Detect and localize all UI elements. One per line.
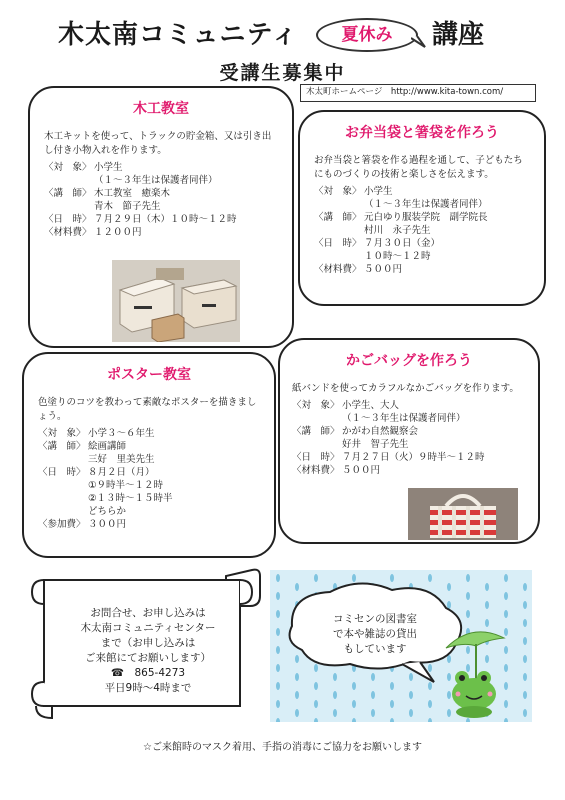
footer-notice: ☆ご来館時のマスク着用、手指の消毒にご協力をお願いします (143, 742, 422, 753)
raindrop (409, 709, 413, 717)
library-notice (300, 612, 450, 657)
info-row (292, 451, 526, 464)
info-value (88, 427, 155, 440)
raindrop (523, 655, 527, 663)
info-row (314, 263, 530, 276)
info-row (314, 211, 530, 237)
raindrop (485, 583, 489, 591)
raindrop (447, 583, 451, 591)
raindrop (276, 610, 280, 618)
raindrop (504, 682, 508, 690)
info-value-line: ５００円 (342, 465, 381, 476)
raindrop (409, 691, 413, 699)
raindrop (390, 682, 394, 690)
raindrop (314, 700, 318, 708)
info-row (292, 464, 526, 477)
course-card-lunch-bag (298, 110, 546, 306)
raindrop (485, 619, 489, 627)
info-value (342, 451, 485, 464)
raindrop (371, 673, 375, 681)
contact-phone: ☎ 865-4273 (110, 667, 186, 679)
raindrop (428, 682, 432, 690)
raindrop (333, 709, 337, 717)
course-title: お弁当袋と箸袋を作ろう (345, 125, 499, 141)
course-info (44, 161, 278, 239)
info-value-line: １２００円 (94, 227, 142, 238)
course-info (314, 185, 530, 276)
info-row (314, 185, 530, 211)
contact-line: 木太南コミュニティセンター (80, 622, 216, 634)
info-value (94, 226, 142, 239)
raindrop (295, 655, 299, 663)
info-row (38, 440, 260, 466)
info-label: 〈材料費〉 (44, 227, 92, 238)
info-value (88, 440, 155, 466)
info-value-line: かがわ自然観察会 (342, 426, 419, 437)
raindrop (447, 709, 451, 717)
raindrop (314, 682, 318, 690)
info-row (292, 425, 526, 451)
raindrop (466, 646, 470, 654)
info-row (314, 237, 530, 263)
raindrop (276, 628, 280, 636)
raindrop (447, 673, 451, 681)
library-line: コミセンの図書室 (333, 613, 417, 625)
info-value-line: 三好 里美先生 (88, 454, 155, 465)
info-label: 〈対 象〉 (292, 400, 340, 411)
info-value-line: 小学３～６年生 (88, 428, 155, 439)
raindrop (523, 691, 527, 699)
raindrop (504, 664, 508, 672)
course-title: ポスター教室 (107, 367, 191, 383)
info-value-line: 青木 節子先生 (94, 201, 161, 212)
contact-info (30, 606, 266, 696)
info-label: 〈日 時〉 (314, 238, 362, 249)
raindrop (276, 664, 280, 672)
info-value (342, 464, 380, 477)
info-value (88, 518, 126, 531)
info-value-line: ②１３時～１５時半 (88, 493, 173, 504)
course-description: お弁当袋と箸袋を作る過程を通して、子どもたちにものづくりの技術と楽しさを伝えます。 (314, 155, 523, 180)
info-value-line: 絵画講師 (88, 441, 127, 452)
info-row (44, 187, 278, 213)
raindrop (485, 655, 489, 663)
raindrop (485, 601, 489, 609)
raindrop (523, 709, 527, 717)
info-value-line: ７月２９日（木）１０時～１２時 (94, 214, 237, 225)
info-value-line: 小学生、大人 (342, 400, 400, 411)
info-value-line: ７月２７日（火）９時半～１２時 (342, 452, 485, 463)
raindrop (390, 574, 394, 582)
raindrop (295, 709, 299, 717)
info-value-line: 好井 智子先生 (342, 439, 409, 450)
season-badge: 夏休み (316, 18, 418, 52)
raindrop (371, 709, 375, 717)
info-label: 〈日 時〉 (44, 214, 92, 225)
info-label: 〈材料費〉 (292, 465, 340, 476)
info-value-line: ３００円 (88, 519, 127, 530)
info-value-line: 木工教室 癒楽木 (94, 188, 171, 199)
speech-tail-icon (411, 36, 427, 48)
woodwork-photo (112, 260, 240, 342)
course-description: 色塗りのコツを教わって素敵なポスターを描きましょう。 (38, 397, 257, 422)
raindrop (523, 583, 527, 591)
info-value-line: （１～３年生は保護者同伴） (342, 413, 466, 424)
course-title: 木工教室 (133, 101, 189, 117)
raindrop (333, 673, 337, 681)
raindrop (466, 610, 470, 618)
course-card-poster (22, 352, 276, 558)
info-value (342, 425, 418, 451)
info-row (44, 226, 278, 239)
raindrop (276, 574, 280, 582)
info-value (94, 187, 170, 213)
course-info (292, 399, 526, 477)
info-value-line: ①９時半～１２時 (88, 480, 164, 491)
raindrop (314, 664, 318, 672)
course-title: かごバッグを作ろう (346, 353, 472, 369)
info-value-line: ８月２日（月） (88, 467, 155, 478)
raindrop (504, 646, 508, 654)
page-title: 木太南コミュニティ (58, 20, 299, 50)
raindrop (276, 700, 280, 708)
library-line: で本や雑誌の貸出 (333, 628, 417, 640)
info-value-line: （１～３年生は保護者同伴） (94, 175, 218, 186)
info-value (94, 213, 237, 226)
info-label: 〈材料費〉 (314, 264, 362, 275)
contact-line: お問合せ、お申し込みは (90, 607, 206, 619)
info-value-line: （１～３年生は保護者同伴） (364, 199, 488, 210)
raindrop (314, 574, 318, 582)
info-row (38, 466, 260, 518)
info-label: 〈日 時〉 (38, 467, 86, 478)
info-label: 〈講 師〉 (292, 426, 340, 437)
info-value (364, 263, 402, 276)
info-row (44, 213, 278, 226)
basket-bag-photo (408, 488, 518, 540)
info-value (364, 185, 488, 211)
raindrop (504, 592, 508, 600)
info-value-line: 元白ゆり服装学院 副学院長 (364, 212, 488, 223)
info-value-line: 小学生 (94, 162, 123, 173)
raindrop (466, 592, 470, 600)
page-header (0, 6, 565, 50)
raindrop (333, 691, 337, 699)
course-description: 紙バンドを使ってカラフルなかごバッグを作ります。 (292, 383, 519, 394)
raindrop (466, 664, 470, 672)
raindrop (523, 673, 527, 681)
raindrop (276, 592, 280, 600)
page-title-end: 講座 (432, 20, 485, 50)
info-value (342, 399, 466, 425)
info-row (292, 399, 526, 425)
info-value (94, 161, 218, 187)
info-value-line: １０時～１２時 (364, 251, 431, 262)
info-value (364, 211, 488, 237)
info-label: 〈参加費〉 (38, 519, 86, 530)
course-info (38, 427, 260, 531)
raindrop (523, 637, 527, 645)
raindrop (523, 601, 527, 609)
info-value-line: ７月３０日（金） (364, 238, 441, 249)
info-row (38, 427, 260, 440)
raindrop (276, 682, 280, 690)
info-value (364, 237, 440, 263)
info-row (38, 518, 260, 531)
raindrop (295, 691, 299, 699)
raindrop (352, 700, 356, 708)
info-label: 〈対 象〉 (44, 162, 92, 173)
raindrop (523, 619, 527, 627)
raindrop (428, 664, 432, 672)
raindrop (504, 610, 508, 618)
info-value-line: ５００円 (364, 264, 403, 275)
raindrop (352, 682, 356, 690)
info-value-line: 小学生 (364, 186, 393, 197)
raindrop (504, 574, 508, 582)
raindrop (428, 574, 432, 582)
library-line: もしています (343, 643, 407, 655)
raindrop (409, 673, 413, 681)
raindrop (352, 574, 356, 582)
raindrop (276, 646, 280, 654)
info-label: 〈講 師〉 (314, 212, 362, 223)
raindrop (504, 700, 508, 708)
info-row (44, 161, 278, 187)
raindrop (295, 673, 299, 681)
course-card-basket-bag (278, 338, 540, 544)
info-value (88, 466, 173, 518)
course-card-woodwork (28, 86, 294, 348)
course-description: 木工キットを使って、トラックの貯金箱、又は引き出し付き小物入れを作ります。 (44, 131, 272, 156)
raindrop (428, 700, 432, 708)
raindrop (466, 574, 470, 582)
info-label: 〈講 師〉 (44, 188, 92, 199)
info-label: 〈対 象〉 (314, 186, 362, 197)
homepage-link[interactable]: 木太町ホームページ http://www.kita-town.com/ (300, 84, 536, 102)
info-label: 〈日 時〉 (292, 452, 340, 463)
raindrop (371, 691, 375, 699)
info-value-line: 村川 永子先生 (364, 225, 431, 236)
info-label: 〈対 象〉 (38, 428, 86, 439)
info-label: 〈講 師〉 (38, 441, 86, 452)
contact-line: ご来館にてお願いします） (85, 652, 211, 664)
raindrop (504, 628, 508, 636)
info-value-line: どちらか (88, 506, 127, 517)
contact-hours: 平日9時～4時まで (104, 682, 192, 694)
contact-line: まで（お申し込みは (100, 637, 196, 649)
raindrop (447, 691, 451, 699)
raindrop (390, 700, 394, 708)
page-subtitle: 受講生募集中 (219, 62, 346, 84)
raindrop (295, 583, 299, 591)
